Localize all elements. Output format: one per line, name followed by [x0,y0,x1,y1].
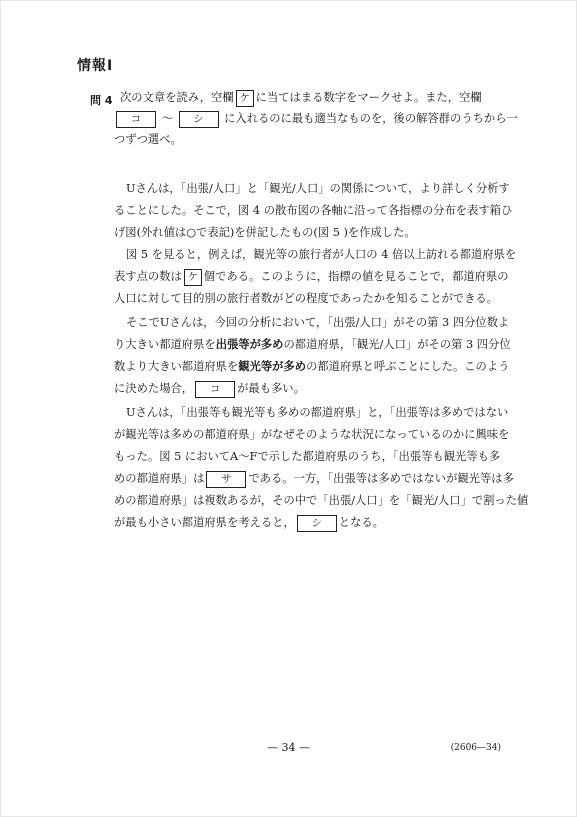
blank-shi: シ [179,111,219,128]
passage-line: が観光等は多めの都道府県」がなぜそのような状況になっているのかに興味を [114,428,510,441]
passage-line: めの都道府県」は サ である。一方，「出張等は多めではないが観光等は多 [114,470,514,488]
page-number: — 34 — [267,741,310,754]
term-tourism-many: 観光等が多め [238,360,307,373]
blank-ke: ケ [236,90,254,107]
question-intro-line-3: つずつ選べ。 [114,133,182,146]
blank-ko: コ [116,111,156,128]
passage-line: 表す点の数は ケ 個である。このように，指標の値を見ることで，都道府県の [114,268,509,286]
page-code: (2606—34) [450,743,501,753]
passage-line: が最も小さい都道府県を考えると， シ となる。 [114,514,384,532]
passage-line: に決めた場合， コ が最も多い。 [114,380,305,398]
passage-line: げ図(外れ値は○で表記)を併記したもの(図 5 )を作成した。 [114,226,416,239]
term-business-many: 出張等が多め [215,338,284,351]
passage-line: 数より大きい都道府県を観光等が多めの都道府県と呼ぶことにした。このよう [114,360,510,373]
passage-line: り大きい都道府県を出張等が多めの都道府県，「観光/人口」がその第 3 四分位 [114,338,511,351]
blank-ke: ケ [184,269,202,286]
passage-line: Uさんは，「出張等も観光等も多めの都道府県」と，「出張等は多めではない [126,406,509,419]
passage-line: そこでUさんは，今回の分析において，「出張/人口」がその第 3 四分位数よ [126,316,510,329]
blank-ko: コ [195,381,235,398]
passage-line: もった。図 5 においてA〜Fで示した都道府県のうち，「出張等も観光等も多 [114,450,501,463]
question-intro-line-1: 次の文章を読み，空欄 ケ に当てはまる数字をマークせよ。また，空欄 [120,89,482,107]
question-intro-line-2: コ 〜 シ に入れるのに最も適当なものを，後の解答群のうちから一 [114,110,518,128]
question-label: 問 4 [90,94,113,107]
passage-line: 図 5 を見ると，例えば，観光等の旅行者が人口の 4 倍以上訪れる都道府県を [126,248,517,261]
blank-shi: シ [297,515,337,532]
passage-line: 人口に対して目的別の旅行者数がどの程度であったかを知ることができる。 [114,292,498,305]
blank-sa: サ [206,471,246,488]
passage-line: めの都道府県」は複数あるが，その中で「出張/人口」を「観光/人口」で割った値 [114,494,529,507]
passage-line: Uさんは，「出張/人口」と「観光/人口」の関係について，より詳しく分析す [126,182,510,195]
subject-title: 情報Ⅰ [77,58,114,74]
passage-line: ることにした。そこで，図 4 の散布図の各軸に沿って各指標の分布を表す箱ひ [114,204,513,217]
